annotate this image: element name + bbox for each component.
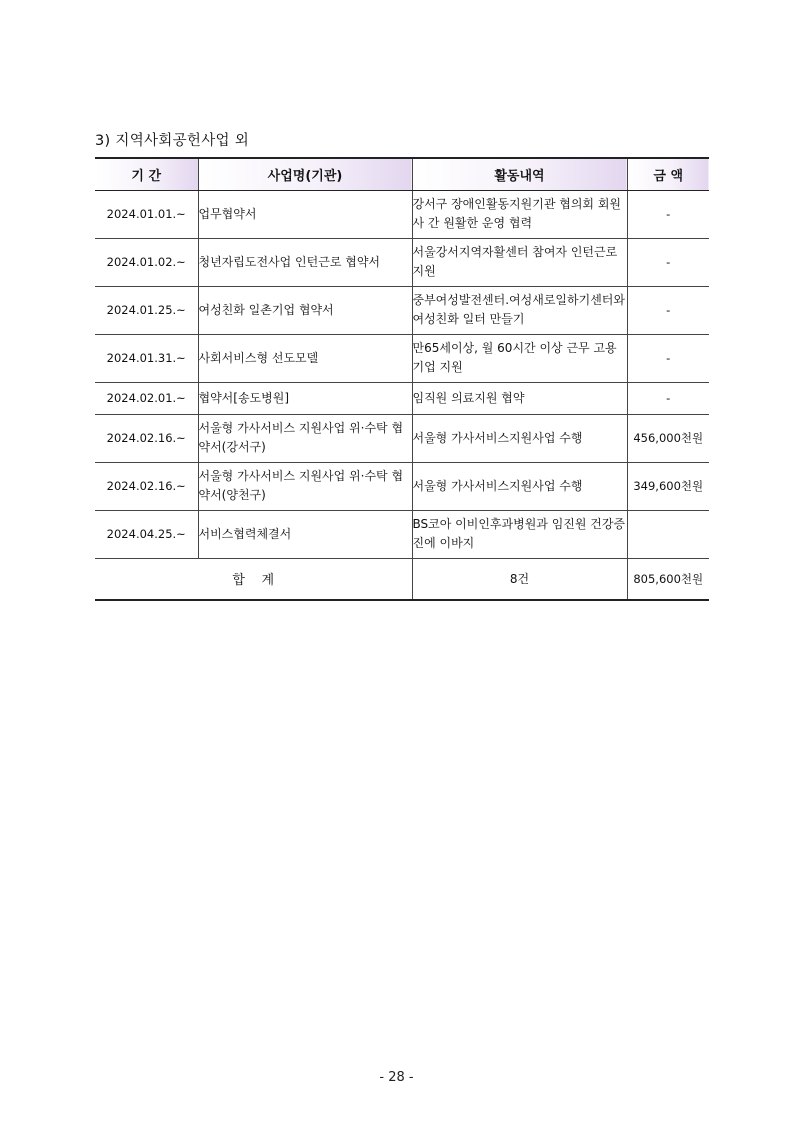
- total-amount: 805,600천원: [627, 558, 709, 600]
- total-count: 8건: [412, 558, 627, 600]
- row-project: 업무협약서: [198, 190, 412, 238]
- row-amount: 349,600천원: [627, 462, 709, 510]
- row-activity: 서울형 가사서비스지원사업 수행: [412, 462, 627, 510]
- row-date: 2024.01.25.~: [95, 286, 198, 334]
- header-amount: 금 액: [627, 158, 709, 190]
- table-row: [95, 334, 709, 382]
- table-row: [95, 286, 709, 334]
- row-date: 2024.01.02.~: [95, 238, 198, 286]
- row-amount: [627, 510, 709, 558]
- row-activity: 서울형 가사서비스지원사업 수행: [412, 414, 627, 462]
- header-activity: 활동내역: [412, 158, 627, 190]
- row-date: 2024.01.31.~: [95, 334, 198, 382]
- table-header-row: [95, 158, 709, 190]
- total-row: [95, 558, 709, 600]
- row-activity: 중부여성발전센터.여성새로일하기센터와 여성친화 일터 만들기: [412, 286, 627, 334]
- row-amount: -: [627, 286, 709, 334]
- section-title: 3) 지역사회공헌사업 외: [95, 133, 250, 149]
- row-activity: BS코아 이비인후과병원과 임진원 건강증진에 이바지: [412, 510, 627, 558]
- row-date: 2024.01.01.~: [95, 190, 198, 238]
- header-period: 기 간: [95, 158, 198, 190]
- row-project: 청년자립도전사업 인턴근로 협약서: [198, 238, 412, 286]
- row-project: 서울형 가사서비스 지원사업 위·수탁 협약서(양천구): [198, 462, 412, 510]
- row-amount: -: [627, 334, 709, 382]
- row-project: 여성친화 일촌기업 협약서: [198, 286, 412, 334]
- row-project: 사회서비스형 선도모델: [198, 334, 412, 382]
- row-activity: 강서구 장애인활동지원기관 협의회 회원사 간 원활한 운영 협력: [412, 190, 627, 238]
- row-activity: 임직원 의료지원 협약: [412, 382, 627, 414]
- header-project: 사업명(기관): [198, 158, 412, 190]
- table-row: [95, 238, 709, 286]
- row-amount: -: [627, 382, 709, 414]
- row-date: 2024.02.16.~: [95, 462, 198, 510]
- row-project: 협약서[송도병원]: [198, 382, 412, 414]
- table-row: [95, 414, 709, 462]
- row-date: 2024.04.25.~: [95, 510, 198, 558]
- row-date: 2024.02.01.~: [95, 382, 198, 414]
- page-number: - 28 -: [379, 1070, 414, 1085]
- row-project: 서울형 가사서비스 지원사업 위·수탁 협약서(강서구): [198, 414, 412, 462]
- row-date: 2024.02.16.~: [95, 414, 198, 462]
- table-row: [95, 382, 709, 414]
- row-activity: 만65세이상, 월 60시간 이상 근무 고용기업 지원: [412, 334, 627, 382]
- table-row: [95, 510, 709, 558]
- agreements-table: [95, 157, 709, 601]
- row-project: 서비스협력체결서: [198, 510, 412, 558]
- row-activity: 서울강서지역자활센터 참여자 인턴근로 지원: [412, 238, 627, 286]
- table-row: [95, 190, 709, 238]
- row-amount: 456,000천원: [627, 414, 709, 462]
- row-amount: -: [627, 190, 709, 238]
- table-row: [95, 462, 709, 510]
- row-amount: -: [627, 238, 709, 286]
- total-label: 합 계: [95, 558, 412, 600]
